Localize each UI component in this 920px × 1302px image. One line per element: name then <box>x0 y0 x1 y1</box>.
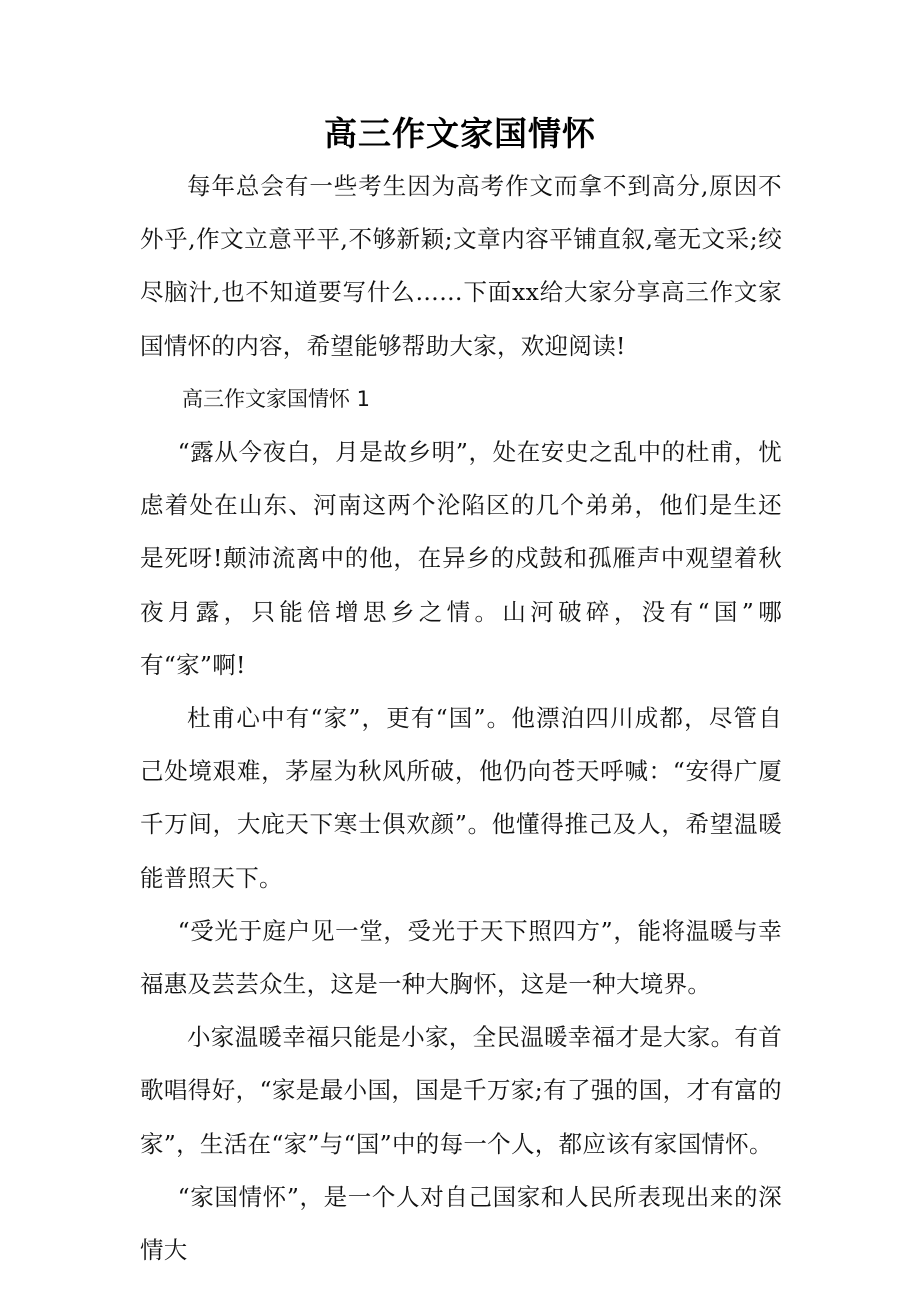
document-title: 高三作文家国情怀 <box>324 114 596 153</box>
body-paragraph-2: 杜甫心中有“家”，更有“国”。他漂泊四川成都，尽管自己处境艰难，茅屋为秋风所破，他仍向苍天呼喊：“安得广厦千万间，大庇天下寒士俱欢颜”。他懂得推己及人，希望温暖能普照天下。 <box>140 704 782 892</box>
body-paragraph-1: “露从今夜白，月是故乡明”，处在安史之乱中的杜甫，忧虑着处在山东、河南这两个沦陷区的几个弟弟，他们是生还是死呀!颠沛流离中的他，在异乡的戍鼓和孤雁声中观望着秋夜月露，只能倍增思乡之情。山河破碎，没有“国”哪有“家”啊! <box>140 438 782 679</box>
intro-paragraph: 每年总会有一些考生因为高考作文而拿不到高分,原因不外乎,作文立意平平,不够新颖;文章内容平铺直叙,毫无文采;绞尽脑汁,也不知道要写什么……下面xx给大家分享高三作文家国情怀的内容，希望能够帮助大家，欢迎阅读! <box>140 172 782 360</box>
body-paragraph-5: “家国情怀”，是一个人对自己国家和人民所表现出来的深情大 <box>140 1182 782 1265</box>
body-paragraph-3: “受光于庭户见一堂，受光于天下照四方”，能将温暖与幸福惠及芸芸众生，这是一种大胸怀，这是一种大境界。 <box>140 916 782 999</box>
document-body <box>140 160 782 1277</box>
section-heading: 高三作文家国情怀 1 <box>182 386 371 411</box>
body-paragraph-4: 小家温暖幸福只能是小家，全民温暖幸福才是大家。有首歌唱得好，“家是最小国，国是千万家;有了强的国，才有富的家”，生活在“家”与“国”中的每一个人，都应该有家国情怀。 <box>140 1023 782 1158</box>
